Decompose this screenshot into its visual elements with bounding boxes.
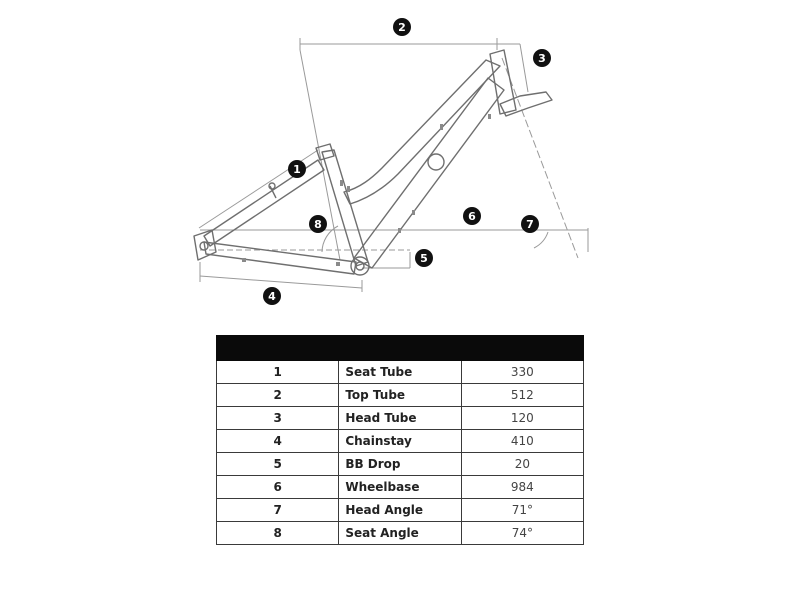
- table-row: [217, 430, 584, 453]
- dimension-lines: [199, 38, 588, 292]
- table-header-row: [217, 336, 584, 361]
- row-measurement-name: Seat Tube: [339, 361, 461, 384]
- table-row: [217, 384, 584, 407]
- callout-marker-1: [288, 160, 306, 178]
- row-value: 512: [461, 384, 583, 407]
- callout-marker-7: [521, 215, 539, 233]
- row-measurement-name: Chainstay: [339, 430, 461, 453]
- table-row: [217, 453, 584, 476]
- row-number: 6: [217, 476, 339, 499]
- row-measurement-name: Wheelbase: [339, 476, 461, 499]
- row-measurement-name: BB Drop: [339, 453, 461, 476]
- row-number: 3: [217, 407, 339, 430]
- callout-label-5: 5: [420, 252, 428, 265]
- row-number: 7: [217, 499, 339, 522]
- row-value: 984: [461, 476, 583, 499]
- callout-label-6: 6: [468, 210, 476, 223]
- geometry-table: [216, 335, 584, 545]
- callout-marker-5: [415, 249, 433, 267]
- table-row: [217, 476, 584, 499]
- row-value: 330: [461, 361, 583, 384]
- table-row: [217, 407, 584, 430]
- row-value: 74°: [461, 522, 583, 545]
- callout-marker-3: [533, 49, 551, 67]
- row-value: 120: [461, 407, 583, 430]
- callout-marker-6: [463, 207, 481, 225]
- table-row: [217, 499, 584, 522]
- row-number: 2: [217, 384, 339, 407]
- frame-details: [242, 114, 491, 266]
- row-number: 8: [217, 522, 339, 545]
- callout-label-4: 4: [268, 290, 276, 303]
- row-measurement-name: Top Tube: [339, 384, 461, 407]
- callout-marker-4: [263, 287, 281, 305]
- table-row: [217, 361, 584, 384]
- row-number: 1: [217, 361, 339, 384]
- callout-marker-8: [309, 215, 327, 233]
- table-row: [217, 522, 584, 545]
- row-measurement-name: Seat Angle: [339, 522, 461, 545]
- frame-tubes: [194, 50, 552, 275]
- callout-label-8: 8: [314, 218, 322, 231]
- callout-label-1: 1: [293, 163, 301, 176]
- row-measurement-name: Head Angle: [339, 499, 461, 522]
- row-measurement-name: Head Tube: [339, 407, 461, 430]
- table-header-bar: [217, 336, 584, 361]
- row-number: 5: [217, 453, 339, 476]
- callout-label-3: 3: [538, 52, 546, 65]
- callout-label-7: 7: [526, 218, 534, 231]
- callout-label-2: 2: [398, 21, 406, 34]
- row-value: 71°: [461, 499, 583, 522]
- callout-marker-2: [393, 18, 411, 36]
- row-number: 4: [217, 430, 339, 453]
- row-value: 410: [461, 430, 583, 453]
- row-value: 20: [461, 453, 583, 476]
